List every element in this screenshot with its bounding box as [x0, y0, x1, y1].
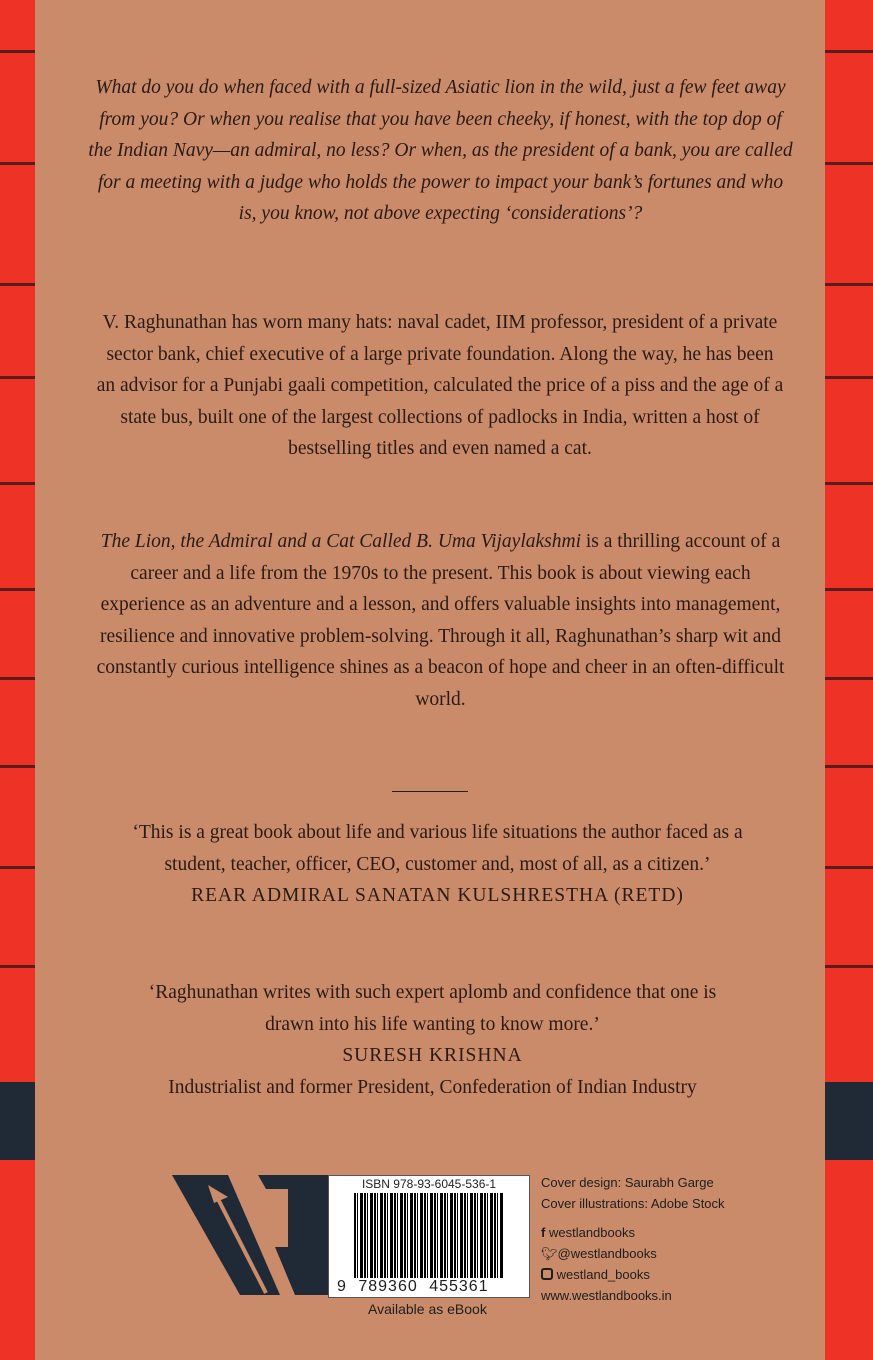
isbn-barcode	[328, 1175, 530, 1298]
illustration-credit: Cover illustrations: Adobe Stock	[541, 1196, 725, 1211]
quote-affiliation: Industrialist and former President, Confederation of Indian Industry	[168, 1076, 697, 1098]
quote-author: REAR ADMIRAL SANATAN KULSHRESTHA (RETD)	[191, 885, 684, 906]
twitter-handle[interactable]: 🐦︎@westlandbooks	[541, 1246, 657, 1261]
barcode-digit: 9	[337, 1278, 347, 1295]
quote-text: ‘This is a great book about life and various life situations the author faced as a student, teacher, officer, CEO, customer and, most of all, as a citizen.’	[132, 822, 743, 875]
cover-design-credit: Cover design: Saurabh Garge	[541, 1175, 714, 1190]
blurb-author-bio: V. Raghunathan has worn many hats: naval cadet, IIM professor, president of a private sector bank, chief executive of a large private foundation. Along the way, he has been an advisor for a Punjabi gaali competition, calculated the price of a piss and the age of a state bus, built one of the largest collections of padlocks in India, written a host of bestselling titles and even named a cat.	[96, 312, 784, 459]
summary-text: is a thrilling account of a career and a life from the 1970s to the present. This book is about viewing each experience as an adventure and a lesson, and offers valuable insights into management, resilience and innovative problem-solving. Through it all, Raghunathan’s sharp wit and constantly curious intelligence shines as a beacon of hope and cheer in an often-difficult world.	[96, 531, 785, 710]
divider	[392, 791, 468, 792]
book-title: The Lion, the Admiral and a Cat Called B. Uma Vijaylakshmi	[100, 531, 581, 552]
twitter-icon: 🐦︎	[541, 1246, 558, 1261]
barcode-digits-left: 789360	[358, 1278, 418, 1295]
quote-1	[105, 817, 770, 912]
facebook-handle[interactable]: f westlandbooks	[541, 1225, 635, 1240]
quote-2	[75, 977, 790, 1103]
credits	[541, 1172, 725, 1306]
blurb-summary	[88, 526, 793, 715]
quote-text: ‘Raghunathan writes with such expert aplomb and confidence that one is drawn into his life wanting to know more.’	[148, 982, 717, 1035]
instagram-icon	[541, 1268, 553, 1280]
isbn-text: ISBN 978-93-6045-536-1	[361, 1177, 497, 1191]
left-stripe	[0, 0, 35, 1360]
blurb-intro: What do you do when faced with a full-sized Asiatic lion in the wild, just a few feet away from you? Or when you realise that you have been cheeky, if honest, with the top dop of the Indian Navy—an admiral, no less? Or when, as the president of a bank, you are called for a meeting with a judge who holds the power to impact your bank’s fortunes and who is, you know, not above expecting ‘considerations’?	[88, 77, 793, 224]
right-stripe	[825, 0, 873, 1360]
ebook-note: Available as eBook	[368, 1301, 487, 1317]
instagram-handle[interactable]: westland_books	[541, 1264, 725, 1285]
barcode-bars	[354, 1193, 504, 1283]
facebook-icon: f	[541, 1225, 546, 1240]
quote-author: SURESH KRISHNA	[342, 1045, 523, 1066]
website-link[interactable]: www.westlandbooks.in	[541, 1288, 672, 1303]
westland-logo-icon	[170, 1175, 328, 1300]
barcode-digits-right: 455361	[429, 1278, 489, 1295]
